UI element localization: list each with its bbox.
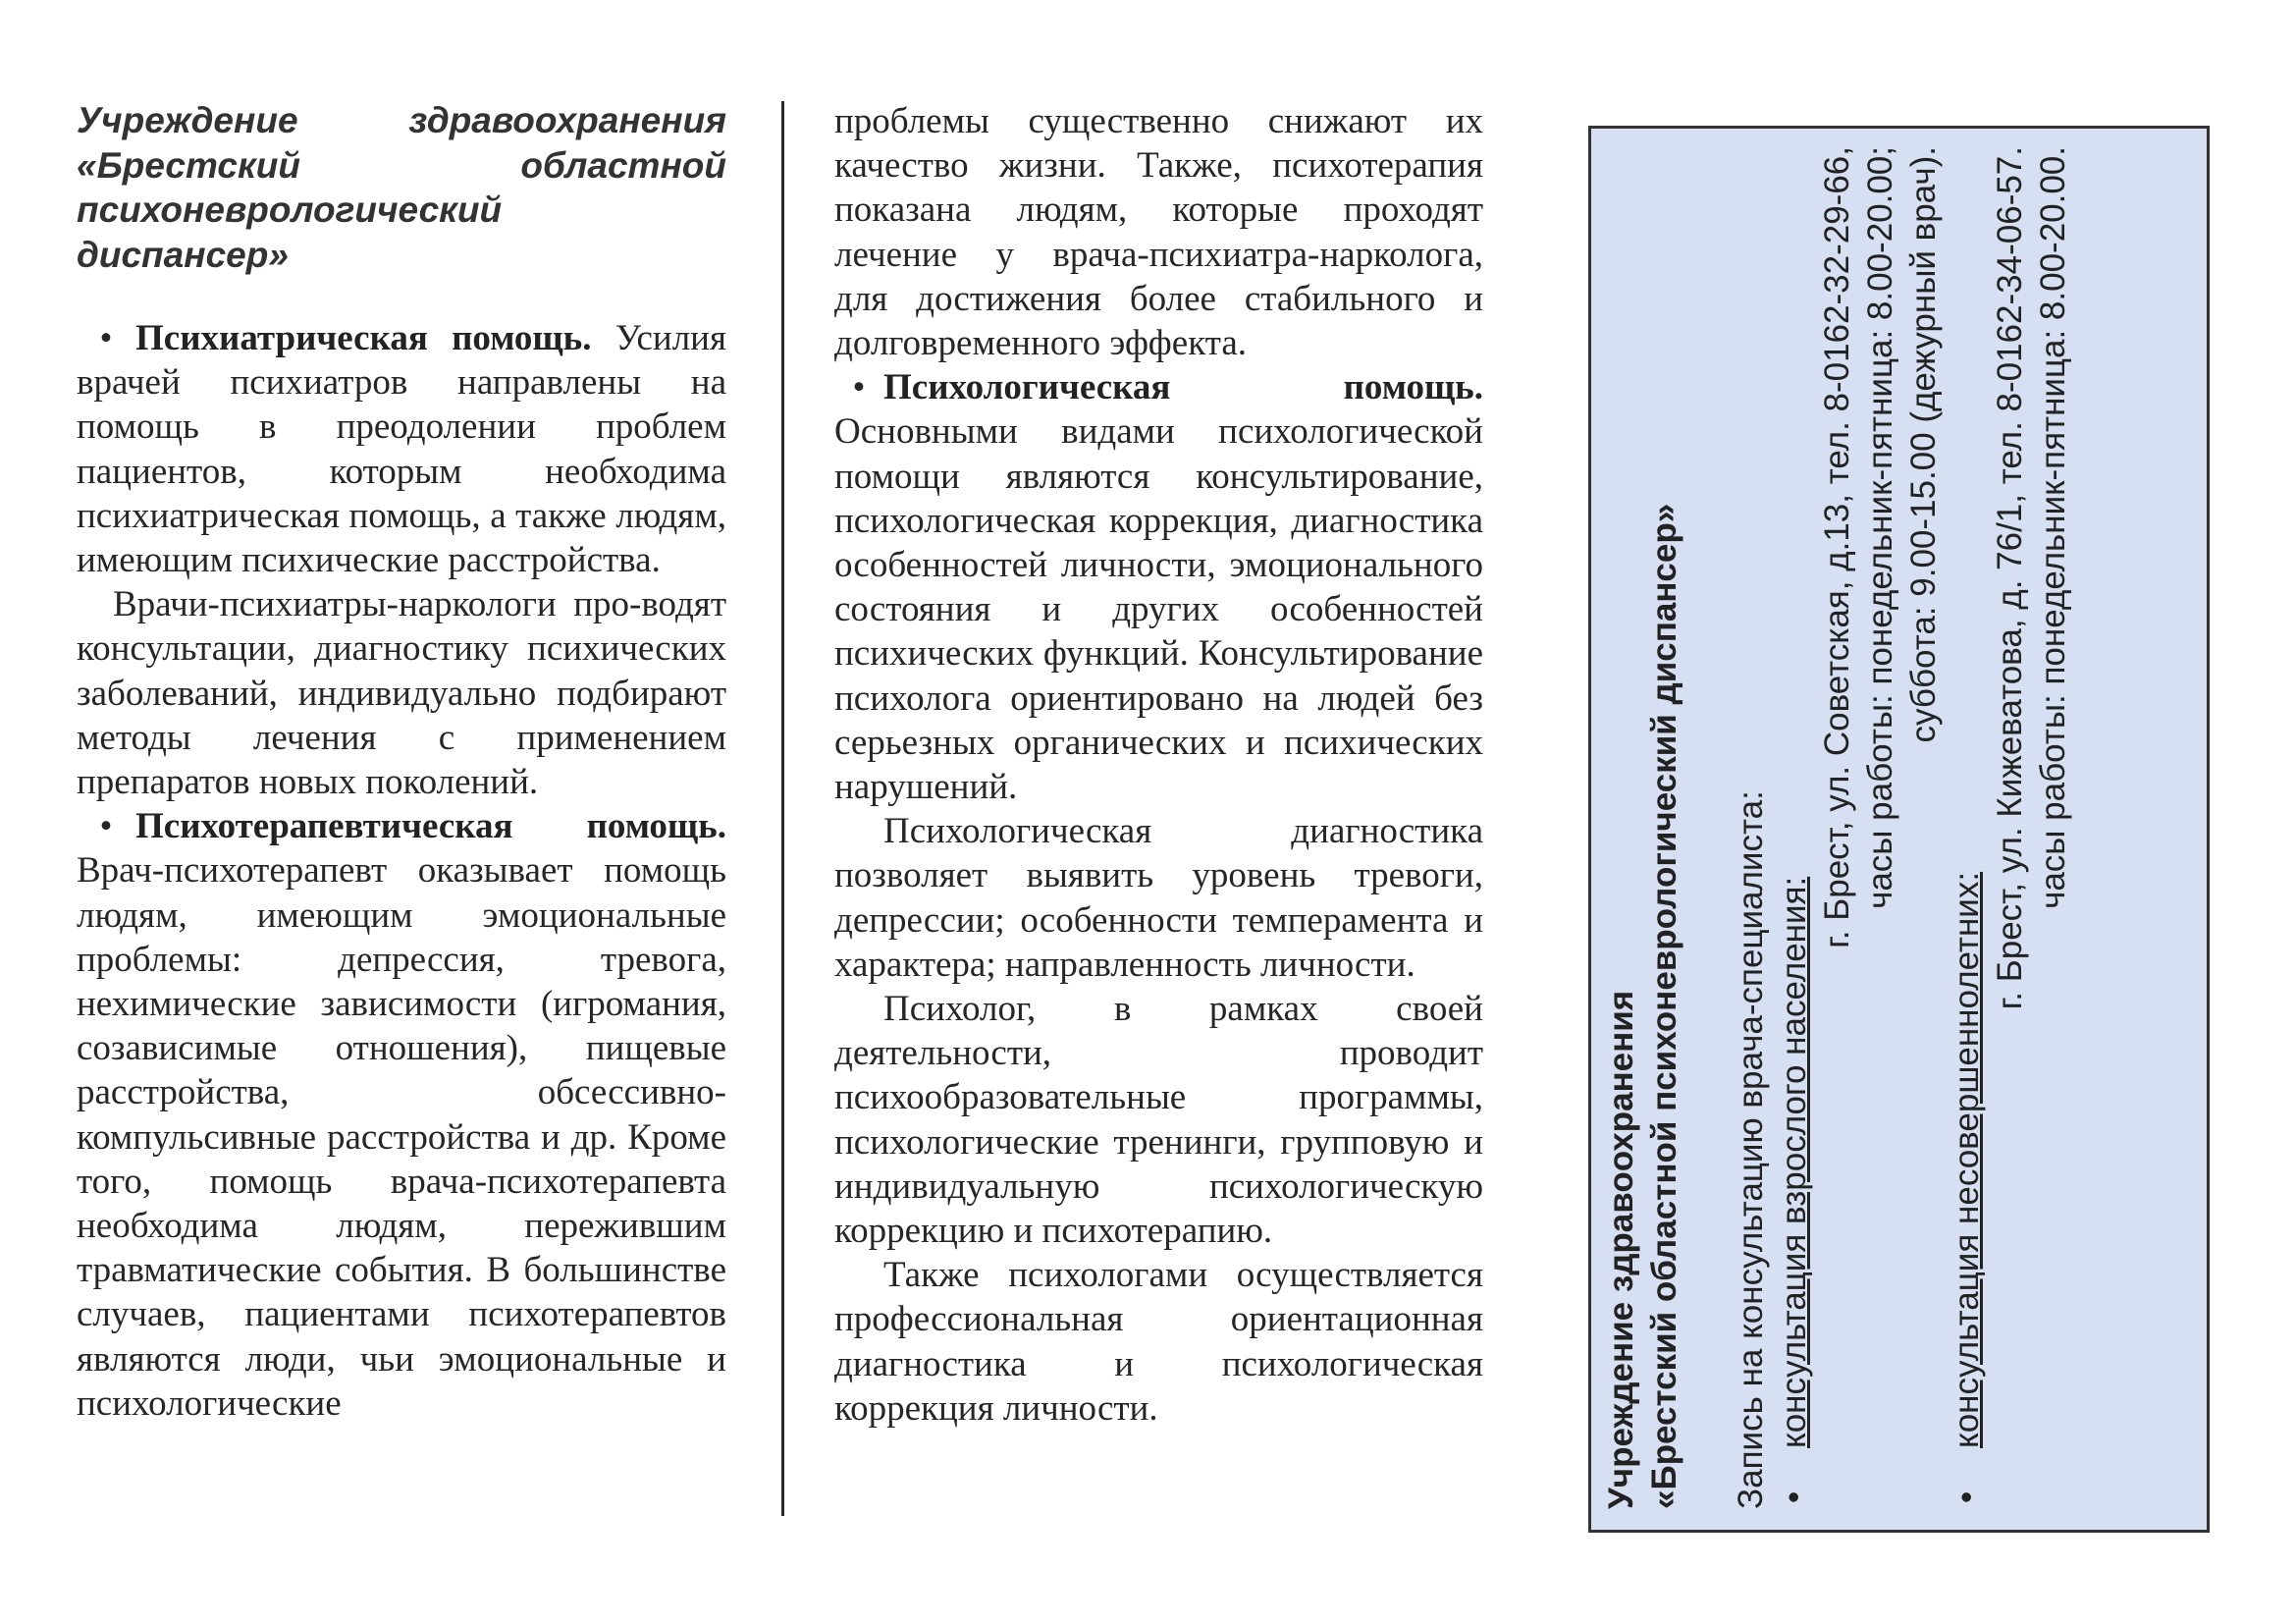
diagnostics-paragraph: Психологическая диагностика позволяет выявить уровень тревоги, депрессии; особенности темперамента и характера; направленность личности. bbox=[834, 811, 1483, 985]
psychotherapy-title: Психотерапевтическая помощь. bbox=[135, 806, 726, 847]
continuation-paragraph: проблемы существенно снижают их качество жизни. Также, психотерапия показана людям, которые проходят лечение у врача-психиатра-нарколога, для достижения более стабильного и долговременного эффекта. bbox=[834, 101, 1483, 364]
left-column bbox=[77, 98, 726, 1426]
adult-consultation bbox=[1773, 133, 1946, 1517]
adult-address: г. Брест, ул. Советская, д.13, тел. 8-0162-32-29-66, bbox=[1818, 146, 1856, 948]
bullet-icon: • bbox=[1775, 1490, 1813, 1503]
minors-hours: часы работы: понедельник-пятница: 8.00-20.00. bbox=[2034, 146, 2072, 909]
adult-saturday: суббота: 9.00-15.00 (дежурный врач). bbox=[1904, 146, 1943, 743]
bullet-icon: • bbox=[852, 367, 866, 408]
psychological-section bbox=[834, 365, 1483, 809]
minors-address: г. Брест, ул. Кижеватова, д. 76/1, тел. 8-0162-34-06-57. bbox=[1991, 146, 2029, 1010]
psychotherapy-text: Врач-психотерапевт оказывает помощь людям, имеющим эмоциональные проблемы: депрессия, тревога, нехимические зависимости (игромания, созависимые отношения), пищевые расстройства, обсессивно-компульсивные расстройства и др. Кроме того, помощь врача-психотерапевта необходима людям, пережившим травматические события. В большинстве случаев, пациентами психотерапевтов являются люди, чьи эмоциональные и психологические bbox=[77, 850, 726, 1424]
bullet-icon: • bbox=[99, 318, 113, 358]
institution-heading bbox=[77, 98, 726, 277]
adult-label: консультация взрослого населения: bbox=[1775, 876, 1813, 1448]
narcologists-paragraph: Врачи-психиатры-наркологи про-водят консультации, диагностику психических заболеваний, индивидуально подбирают методы лечения с применением препаратов новых поколений. bbox=[77, 584, 726, 803]
psychiatric-text: Усилия врачей психиатров направлены на помощь в преодолении проблем пациентов, которым необходима психиатрическая помощь, а также людям, имеющим психические расстройства. bbox=[77, 318, 726, 581]
heading-line: диспансер» bbox=[77, 234, 289, 275]
psychologist-paragraph: Психолог, в рамках своей деятельности, проводит психообразовательные программы, психологические тренинги, групповую и индивидуальную психологическую коррекцию и психотерапию. bbox=[834, 989, 1483, 1252]
heading-line: «Брестский областной bbox=[77, 144, 726, 186]
psychological-title: Психологическая помощь. bbox=[883, 367, 1483, 408]
bullet-icon: • bbox=[99, 806, 113, 847]
psychiatric-section bbox=[77, 316, 726, 582]
contact-panel-text bbox=[1600, 133, 2201, 1517]
heading-line: психоневрологический bbox=[77, 189, 503, 230]
psychological-text: Основными видами психологической помощи являются консультирование, психологическая коррекция, диагностика особенностей личности, эмоционального состояния и других особенностей психических функций. Консультирование психолога ориентировано на людей без серьезных органических и психических нарушений. bbox=[834, 411, 1483, 808]
middle-column bbox=[834, 99, 1483, 1431]
panel-title-line2: «Брестский областной психоневрологический диспансер» bbox=[1645, 503, 1683, 1509]
psychiatric-title: Психиатрическая помощь. bbox=[135, 318, 592, 358]
minors-consultation bbox=[1946, 133, 2075, 1517]
psychotherapy-section bbox=[77, 804, 726, 1426]
career-paragraph: Также психологами осуществляется профессиональная ориентационная диагностика и психологическая коррекция личности. bbox=[834, 1255, 1483, 1429]
heading-line: Учреждение здравоохранения bbox=[77, 100, 726, 140]
minors-label: консультация несовершеннолетних: bbox=[1948, 871, 1986, 1448]
record-heading: Запись на консультацию врача-специалиста: bbox=[1732, 790, 1770, 1509]
bullet-icon: • bbox=[1948, 1490, 1986, 1503]
panel-title-line1: Учреждение здравоохранения bbox=[1602, 990, 1640, 1509]
column-divider bbox=[781, 101, 784, 1516]
adult-hours: часы работы: понедельник-пятница: 8.00-20.00; bbox=[1861, 146, 1899, 909]
